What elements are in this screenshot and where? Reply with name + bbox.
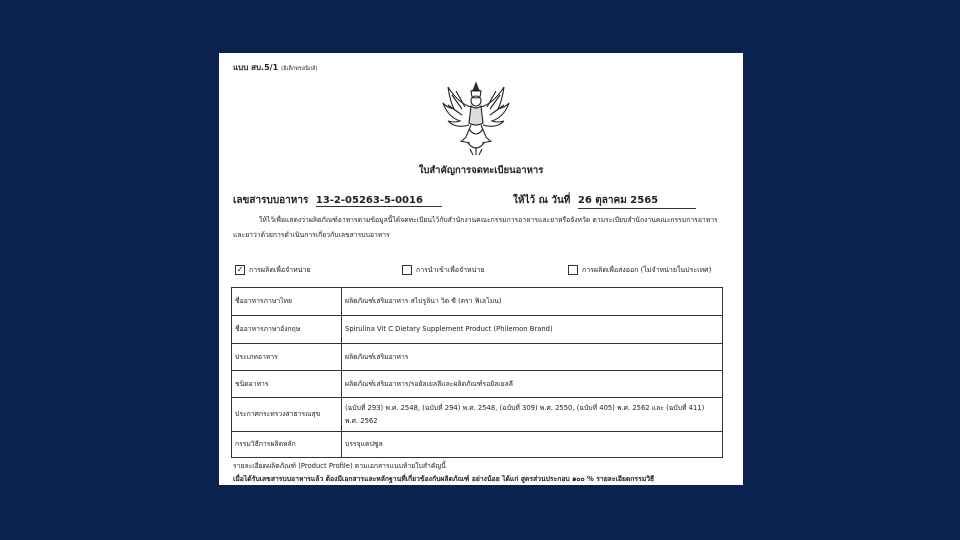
certificate-title: ใบสำคัญการจดทะเบียนอาหาร [418, 165, 544, 176]
table-row [232, 398, 723, 432]
registration-number-label: เลขสารบบอาหาร [233, 195, 309, 206]
issue-date-row [513, 193, 696, 209]
form-code [233, 61, 318, 74]
checkbox-box-checked: ✓ [236, 265, 244, 274]
table-value-cell: ผลิตภัณฑ์เสริมอาหาร/รอยัลเยลลีและผลิตภัณฑ์รอยัลเยลลี [342, 371, 723, 398]
table-label-cell: ชื่ออาหารภาษาอังกฤษ [232, 316, 342, 344]
food-info-table [231, 287, 723, 458]
form-code-note: (อิเล็กทรอนิกส์) [281, 66, 318, 72]
table-row [232, 432, 723, 458]
checkbox-production-for-export [568, 265, 711, 276]
registration-certificate [219, 53, 743, 485]
table-row [232, 288, 723, 316]
table-label-cell: ประเภทอาหาร [232, 344, 342, 371]
checkbox-box [402, 265, 412, 275]
issue-date-value: 26 ตุลาคม 2565 [578, 193, 696, 209]
registration-number-row [233, 193, 442, 208]
checkbox-label: การผลิตเพื่อจำหน่าย [249, 266, 311, 274]
table-row [232, 316, 723, 344]
checkbox-import-for-sale [402, 265, 484, 276]
table-value-cell: ผลิตภัณฑ์เสริมอาหาร [342, 344, 723, 371]
checkbox-production-for-sale [235, 265, 311, 276]
table-label-cell: ชนิดอาหาร [232, 371, 342, 398]
table-row [232, 371, 723, 398]
table-value-cell: Spirulina Vit C Dietary Supplement Product (Philemon Brand) [342, 316, 723, 344]
table-value-cell: (ฉบับที่ 293) พ.ศ. 2548, (ฉบับที่ 294) พ.ศ. 2548, (ฉบับที่ 309) พ.ศ. 2550, (ฉบับที่ 405) พ.ศ. 2562 และ (ฉบับที่ 411) พ.ศ. 2562 [342, 398, 723, 432]
certificate-statement: ให้ไว้เพื่อแสดงว่าผลิตภัณฑ์อาหารตามข้อมูลนี้ได้จดทะเบียนไว้กับสำนักงานคณะกรรมการอาหารและยาหรือจังหวัด ตามระเบียบสำนักงานคณะกรรมการอาหารและยาว่าด้วยการดำเนินการเกี่ยวกับเลขสารบบอาหาร [233, 216, 718, 239]
issue-date-label: ให้ไว้ ณ วันที่ [513, 195, 571, 206]
table-value-cell: ผลิตภัณฑ์เสริมอาหาร สไปรูลินา วิต ซี (ตรา ฟิเลโมน) [342, 288, 723, 316]
table-value-cell: บรรจุแคปซูล [342, 432, 723, 458]
checkbox-label: การผลิตเพื่อส่งออก (ไม่จำหน่ายในประเทศ) [582, 266, 712, 274]
table-label-cell: ประกาศกระทรวงสาธารณสุข [232, 398, 342, 432]
table-label-cell: ชื่ออาหารภาษาไทย [232, 288, 342, 316]
table-label-cell: กรรมวิธีการผลิตหลัก [232, 432, 342, 458]
table-row [232, 344, 723, 371]
document-requirement-note: เมื่อได้รับเลขสารบบอาหารแล้ว ต้องมีเอกสารและหลักฐานที่เกี่ยวข้องกับผลิตภัณฑ์ อย่างน้อย ได้แก่ สูตรส่วนประกอบ ๑๐๐ % รายละเอียดกรรมวิธี [233, 475, 655, 483]
form-code-text: แบบ สบ.5/1 [233, 63, 279, 72]
product-profile-note: รายละเอียดผลิตภัณฑ์ (Product Profile) ตามเอกสารแนบท้ายใบสำคัญนี้ [233, 462, 446, 470]
garuda-emblem-icon [440, 79, 512, 157]
checkbox-box [568, 265, 578, 275]
checkbox-label: การนำเข้าเพื่อจำหน่าย [416, 266, 485, 274]
registration-number-value: 13-2-05263-5-0016 [316, 195, 442, 207]
